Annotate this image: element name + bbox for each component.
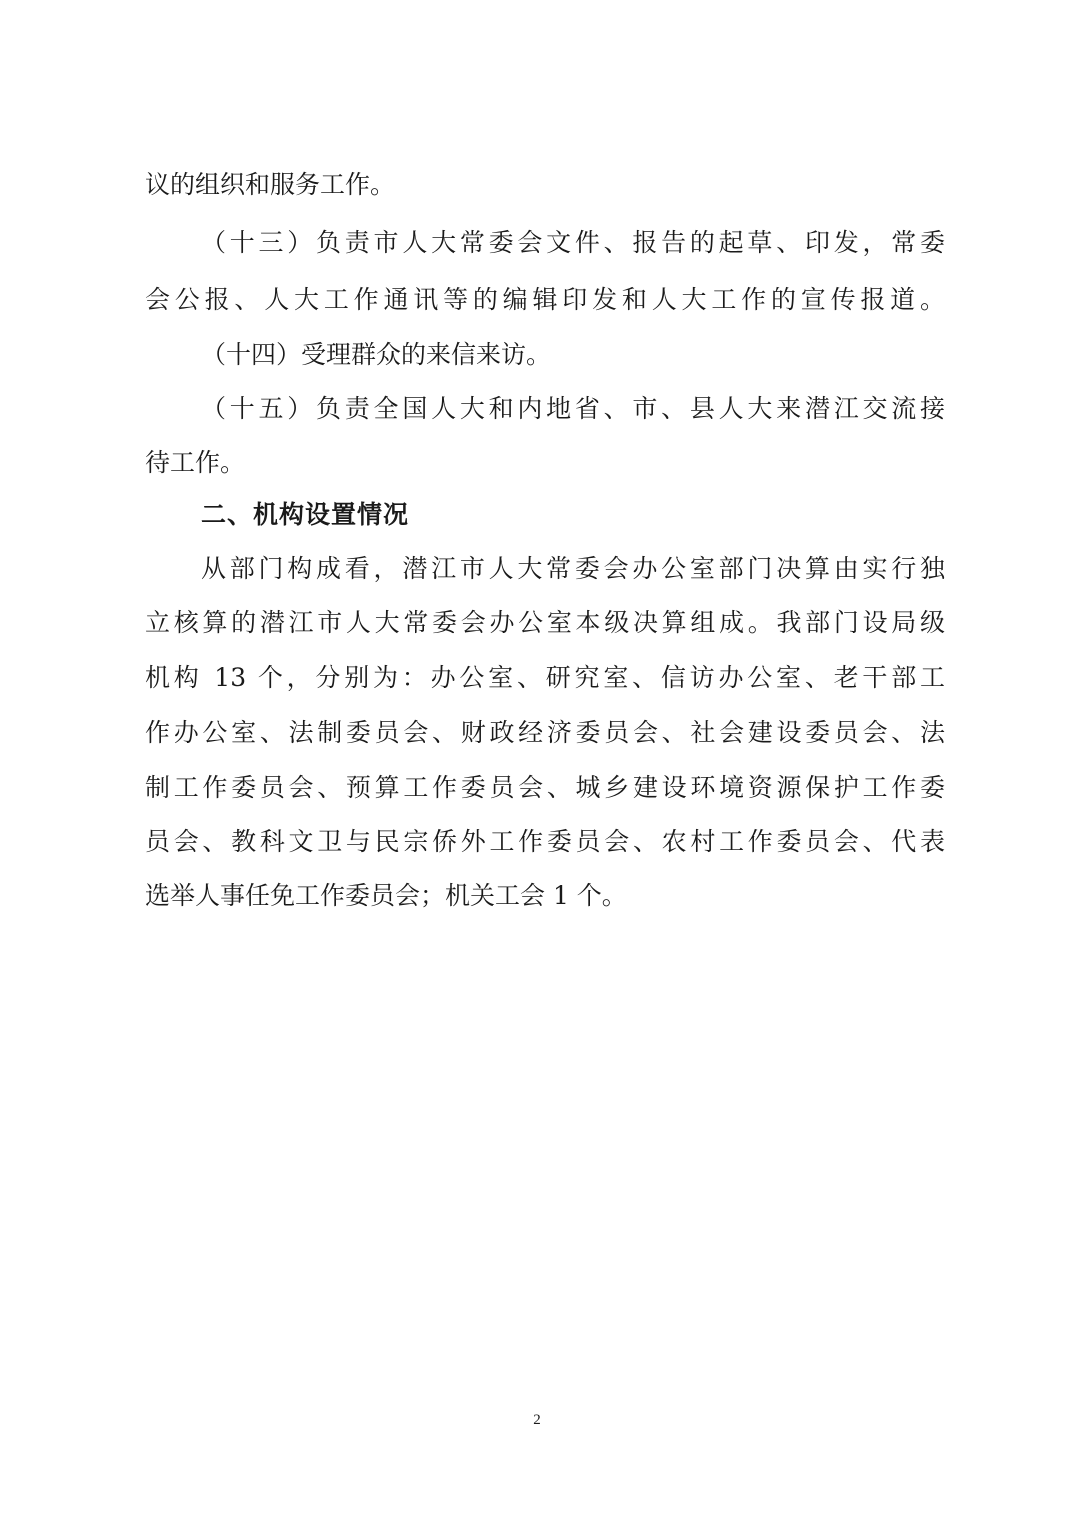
body-text-line: 机构 13 个，分别为：办公室、研究室、信访办公室、老干部工 xyxy=(145,663,945,692)
body-text-line: （十四）受理群众的来信来访。 xyxy=(201,340,552,369)
body-text-line: 立核算的潜江市人大常委会办公室本级决算组成。我部门设局级 xyxy=(145,608,945,637)
body-text-line: 作办公室、法制委员会、财政经济委员会、社会建设委员会、法 xyxy=(145,718,945,747)
body-text-line: 从部门构成看，潜江市人大常委会办公室部门决算由实行独 xyxy=(201,554,945,583)
body-text-line: 议的组织和服务工作。 xyxy=(145,170,396,199)
body-text-line: 员会、教科文卫与民宗侨外工作委员会、农村工作委员会、代表 xyxy=(145,827,945,856)
body-text-line: 制工作委员会、预算工作委员会、城乡建设环境资源保护工作委 xyxy=(145,773,945,802)
page-number: 2 xyxy=(533,1412,541,1428)
body-text-line: （十三）负责市人大常委会文件、报告的起草、印发，常委 xyxy=(201,228,945,257)
body-text-line: 待工作。 xyxy=(145,448,246,477)
section-heading: 二、机构设置情况 xyxy=(201,500,410,529)
body-text-line: （十五）负责全国人大和内地省、市、县人大来潜江交流接 xyxy=(201,394,945,423)
body-text-line: 会公报、人大工作通讯等的编辑印发和人大工作的宣传报道。 xyxy=(145,285,945,314)
body-text-line: 选举人事任免工作委员会；机关工会 1 个。 xyxy=(145,881,627,910)
